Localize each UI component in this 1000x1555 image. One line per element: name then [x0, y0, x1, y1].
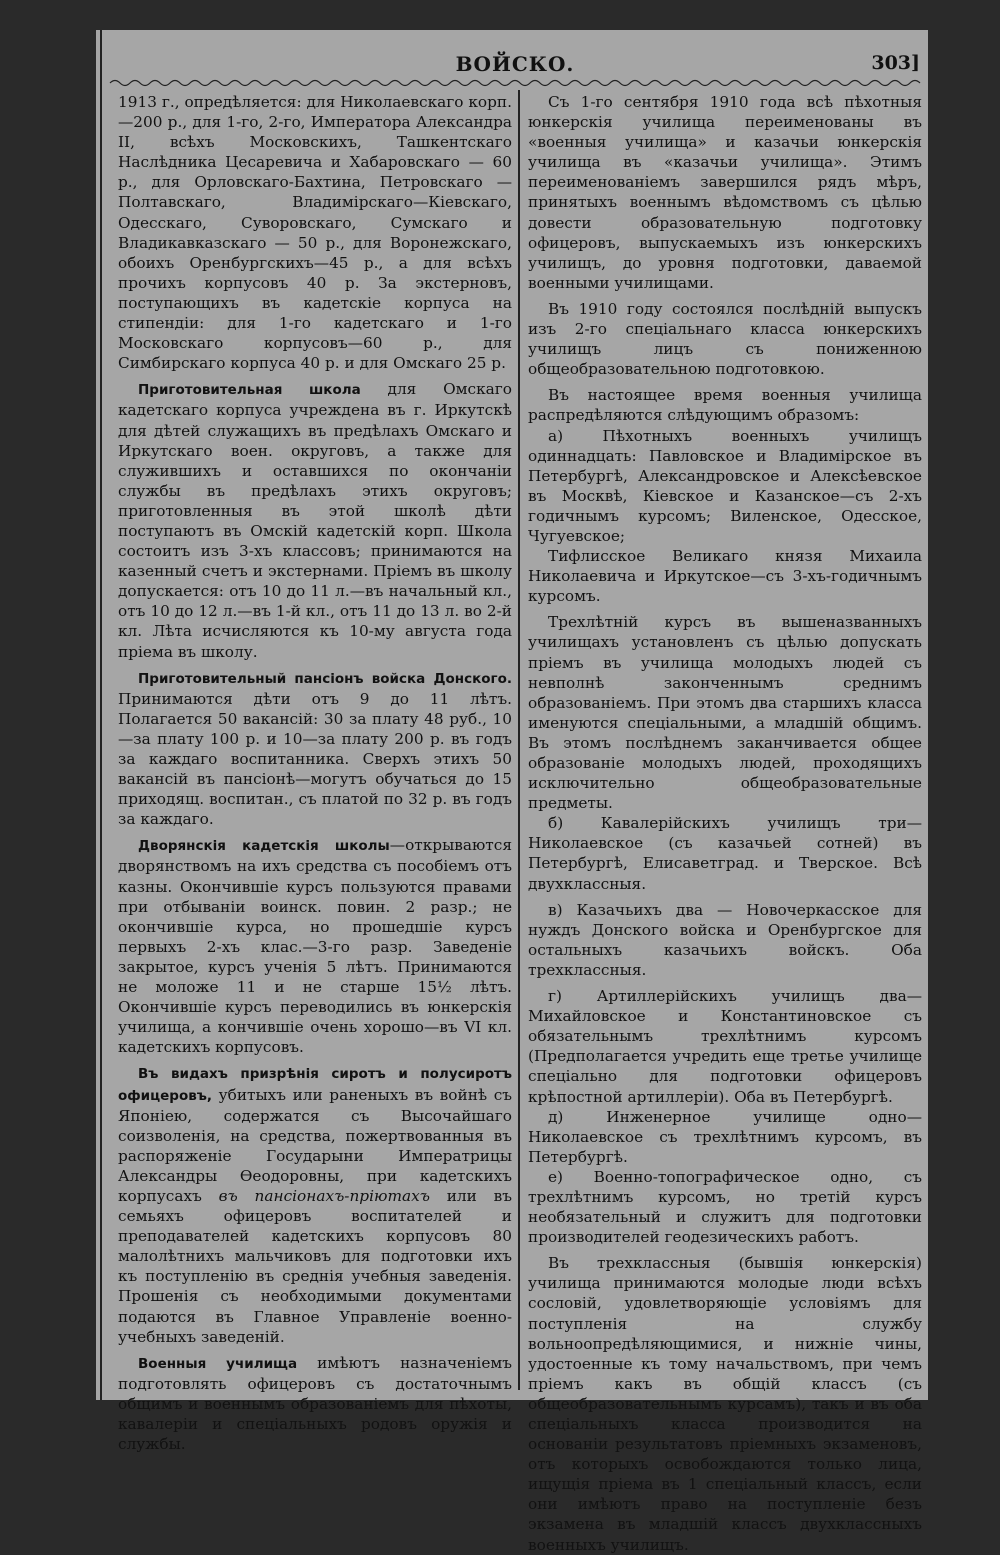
page-title: ВОЙСКО.: [455, 52, 575, 76]
paragraph-don-pension: [118, 668, 512, 830]
paragraph-orphans: [118, 1063, 512, 1346]
paragraph-cavalry: б) Кавалерійскихъ училищъ три—Николаевское (съ казачьей сотней) въ Петербургѣ, Елисаветград. и Тверское. Всѣ двухклассныя.: [528, 814, 922, 893]
paragraph-noble-schools: [118, 835, 512, 1057]
text-noble-schools: —открываются дворянствомъ на ихъ средства съ пособіемъ отъ казны. Окончившіе курсъ пользуются правами при отбываніи воинск. повин. 2 разр.; не окончившіе курса, но прошедшіе курсъ первыхъ 2-хъ клас.—3-го разр. Заведеніе закрытое, курсъ ученія 5 лѣтъ. Принимаются не моложе 11 и не старше 15½ лѣтъ. Окончившіе курсъ переводились въ юнкерскія училища, а кончившіе очень хорошо—въ VI кл. кадетскихъ корпусовъ.: [118, 836, 512, 1057]
paragraph-preparatory-school: [118, 379, 512, 661]
paragraph-topographic: е) Военно-топографическое одно, съ трехлѣтнимъ курсомъ, но третій курсъ необязательный и служитъ для подготовки производителей геодезическихъ работъ.: [528, 1167, 922, 1247]
wavy-divider: [110, 78, 920, 88]
text-don-pension: Принимаются дѣти отъ 9 до 11 лѣтъ. Полагается 50 вакансій: 30 за плату 48 руб., 10—за плату 100 р. и 10—за плату 200 р. въ годъ за каждаго воспитанника. Сверхъ этихъ 50 вакансій въ пансіонѣ—могутъ обучаться до 15 приходящ. воспитан., съ платой по 32 р. въ годъ за каждаго.: [118, 689, 512, 829]
running-header: [110, 52, 920, 78]
left-border-rule: [100, 30, 102, 1400]
paragraph-three-year-course: Трехлѣтній курсъ въ вышеназванныхъ училищахъ установленъ съ цѣлью допускать пріемъ въ училища молодыхъ людей съ невполнѣ законченнымъ среднимъ образованіемъ. При этомъ два старшихъ класса именуются спеціальными, а младшій общимъ. Въ этомъ послѣднемъ заканчивается общее образованіе молодыхъ людей, проходящихъ исключительно общеобразовательные предметы.: [528, 613, 922, 813]
text-orphans-b: или въ семьяхъ офицеровъ воспитателей и преподавателей кадетскихъ корпусовъ 80 малолѣтнихъ мальчиковъ для подготовки ихъ къ поступленію въ среднія учебныя заведенія. Прошенія съ необходимыми документами подаются въ Главное Управленіе военно-учебныхъ заведеній.: [118, 1186, 512, 1346]
right-column: [528, 92, 922, 1554]
paragraph-tiflis: Тифлисское Великаго князя Михаила Николаевича и Иркутское—съ 3-хъ-годичнымъ курсомъ.: [528, 547, 922, 606]
heading-orphans: Въ видахъ призрѣнія сиротъ и полусиротъ офицеровъ,: [118, 1066, 512, 1104]
heading-military-schools: Военныя училища: [138, 1355, 298, 1372]
column-divider: [518, 90, 520, 1390]
paragraph-corpus-fees: 1913 г., опредѣляется: для Николаевскаго корп.—200 р., для 1-го, 2-го, Императора Александра II, всѣхъ Московскихъ, Ташкентскаго Наслѣдника Цесаревича и Хабаровскаго — 60 р., для Орловскаго-Бахтина, Петровскаго — Полтавскаго, Владимірскаго—Кіевскаго, Одесскаго, Суворовскаго, Сумскаго и Владикавказскаго — 50 р., для Воронежскаго, обоихъ Оренбургскихъ—45 р., а для всѣхъ прочихъ корпусовъ 40 р. За экстерновъ, поступающихъ въ кадетскіе корпуса на стипендіи: для 1-го кадетскаго и 1-го Московскаго корпусовъ—60 р., для Симбирскаго корпуса 40 р. и для Омскаго 25 р.: [118, 93, 512, 373]
paragraph-renaming: Съ 1-го сентября 1910 года всѣ пѣхотныя юнкерскія училища переименованы въ «военныя училища» и казачьи юнкерскія училища въ «казачьи училища». Этимъ переименованіемъ завершился рядъ мѣръ, принятыхъ военнымъ вѣдомствомъ съ цѣлью довести образовательную подготовку офицеровъ, выпускаемыхъ изъ юнкерскихъ училищъ, до уровня подготовки, даваемой военными училищами.: [528, 93, 922, 292]
paragraph-last-graduation: Въ 1910 году состоялся послѣдній выпускъ изъ 2-го спеціальнаго класса юнкерскихъ училищъ лицъ съ пониженною общеобразовательною подготовкою.: [528, 299, 922, 379]
text-military-schools: имѣютъ назначеніемъ подготовлять офицеровъ съ достаточнымъ общимъ и военнымъ образованіемъ для пѣхоты, кавалеріи и спеціальныхъ родовъ оружія и службы.: [118, 1353, 513, 1454]
text-orphans-a: убитыхъ или раненыхъ въ войнѣ съ Японіею, содержатся съ Высочайшаго соизволенія, на средства, пожертвованныя въ распоряженіе Государыни Императрицы Александры Ѳеодоровны, при кадетскихъ корпусахъ: [118, 1085, 512, 1205]
paragraph-infantry: а) Пѣхотныхъ военныхъ училищъ одиннадцать: Павловское и Владимірское въ Петербургѣ, Александровское и Алексѣевское въ Москвѣ, Кіевское и Казанское—съ 2-хъ годичнымъ курсомъ; Виленское, Одесское, Чугуевское;: [528, 426, 922, 545]
heading-noble-schools: Дворянскія кадетскія школы: [138, 838, 390, 855]
paragraph-military-schools: [118, 1353, 512, 1454]
paragraph-engineering: д) Инженерное училище одно—Николаевское съ трехлѣтнимъ курсомъ, въ Петербургѣ.: [528, 1107, 922, 1166]
left-column: [118, 92, 513, 1454]
heading-preparatory-school: Приготовительная школа: [138, 382, 361, 399]
paragraph-distribution: Въ настоящее время военныя училища распредѣляются слѣдующимъ образомъ:: [528, 386, 922, 425]
text-orphans-italic: въ пансіонахъ-пріютахъ: [218, 1186, 430, 1205]
paragraph-cossack: в) Казачьихъ два — Новочеркасское для нуждъ Донского войска и Оренбургское для остальныхъ казачьихъ войскъ. Оба трехклассныя.: [528, 900, 922, 979]
paragraph-admission: Въ трехклассныя (бывшія юнкерскія) училища принимаются молодые люди всѣхъ сословій, удовлетворяющіе условіямъ для поступленія на службу вольноопредѣляющимися, и нижніе чины, удостоенные къ тому начальствомъ, при чемъ пріемъ какъ въ общій классъ (съ общеобразовательнымъ курсамъ), такъ и въ оба спеціальныхъ класса производится на основаніи результатовъ пріемныхъ экзаменовъ, отъ которыхъ освобождаются только лица, ищущія пріема въ 1 спеціальный классъ, если они имѣютъ право на поступленіе безъ экзамена въ младшій классъ двухклассныхъ военныхъ училищъ.: [528, 1254, 922, 1554]
paragraph-artillery: г) Артиллерійскихъ училищъ два—Михайловское и Константиновское съ обязательнымъ трехлѣтнимъ курсомъ (Предполагается учредить еще третье училище спеціально для подготовки офицеровъ крѣпостной артиллеріи). Оба въ Петербургѣ.: [528, 987, 922, 1106]
heading-don-pension: Приготовительный пансіонъ войска Донского.: [138, 670, 512, 687]
page-number: 303]: [871, 52, 920, 74]
text-preparatory-school: для Омскаго кадетскаго корпуса учреждена въ г. Иркутскѣ для дѣтей служащихъ въ предѣлахъ Омскаго и Иркутскаго воен. округовъ, а также для служившихъ и оставшихся по окончаніи службы въ предѣлахъ этихъ округовъ; приготовленныя въ этой школѣ дѣти поступаютъ въ Омскій кадетскій корп. Школа состоитъ изъ 3-хъ классовъ; принимаются на казенный счетъ и экстернами. Пріемъ въ школу допускается: отъ 10 до 11 л.—въ начальный кл., отъ 10 до 12 л.—въ 1-й кл., отъ 11 до 13 л. во 2-й кл. Лѣта исчисляются къ 10-му августа года пріема въ школу.: [118, 380, 512, 661]
